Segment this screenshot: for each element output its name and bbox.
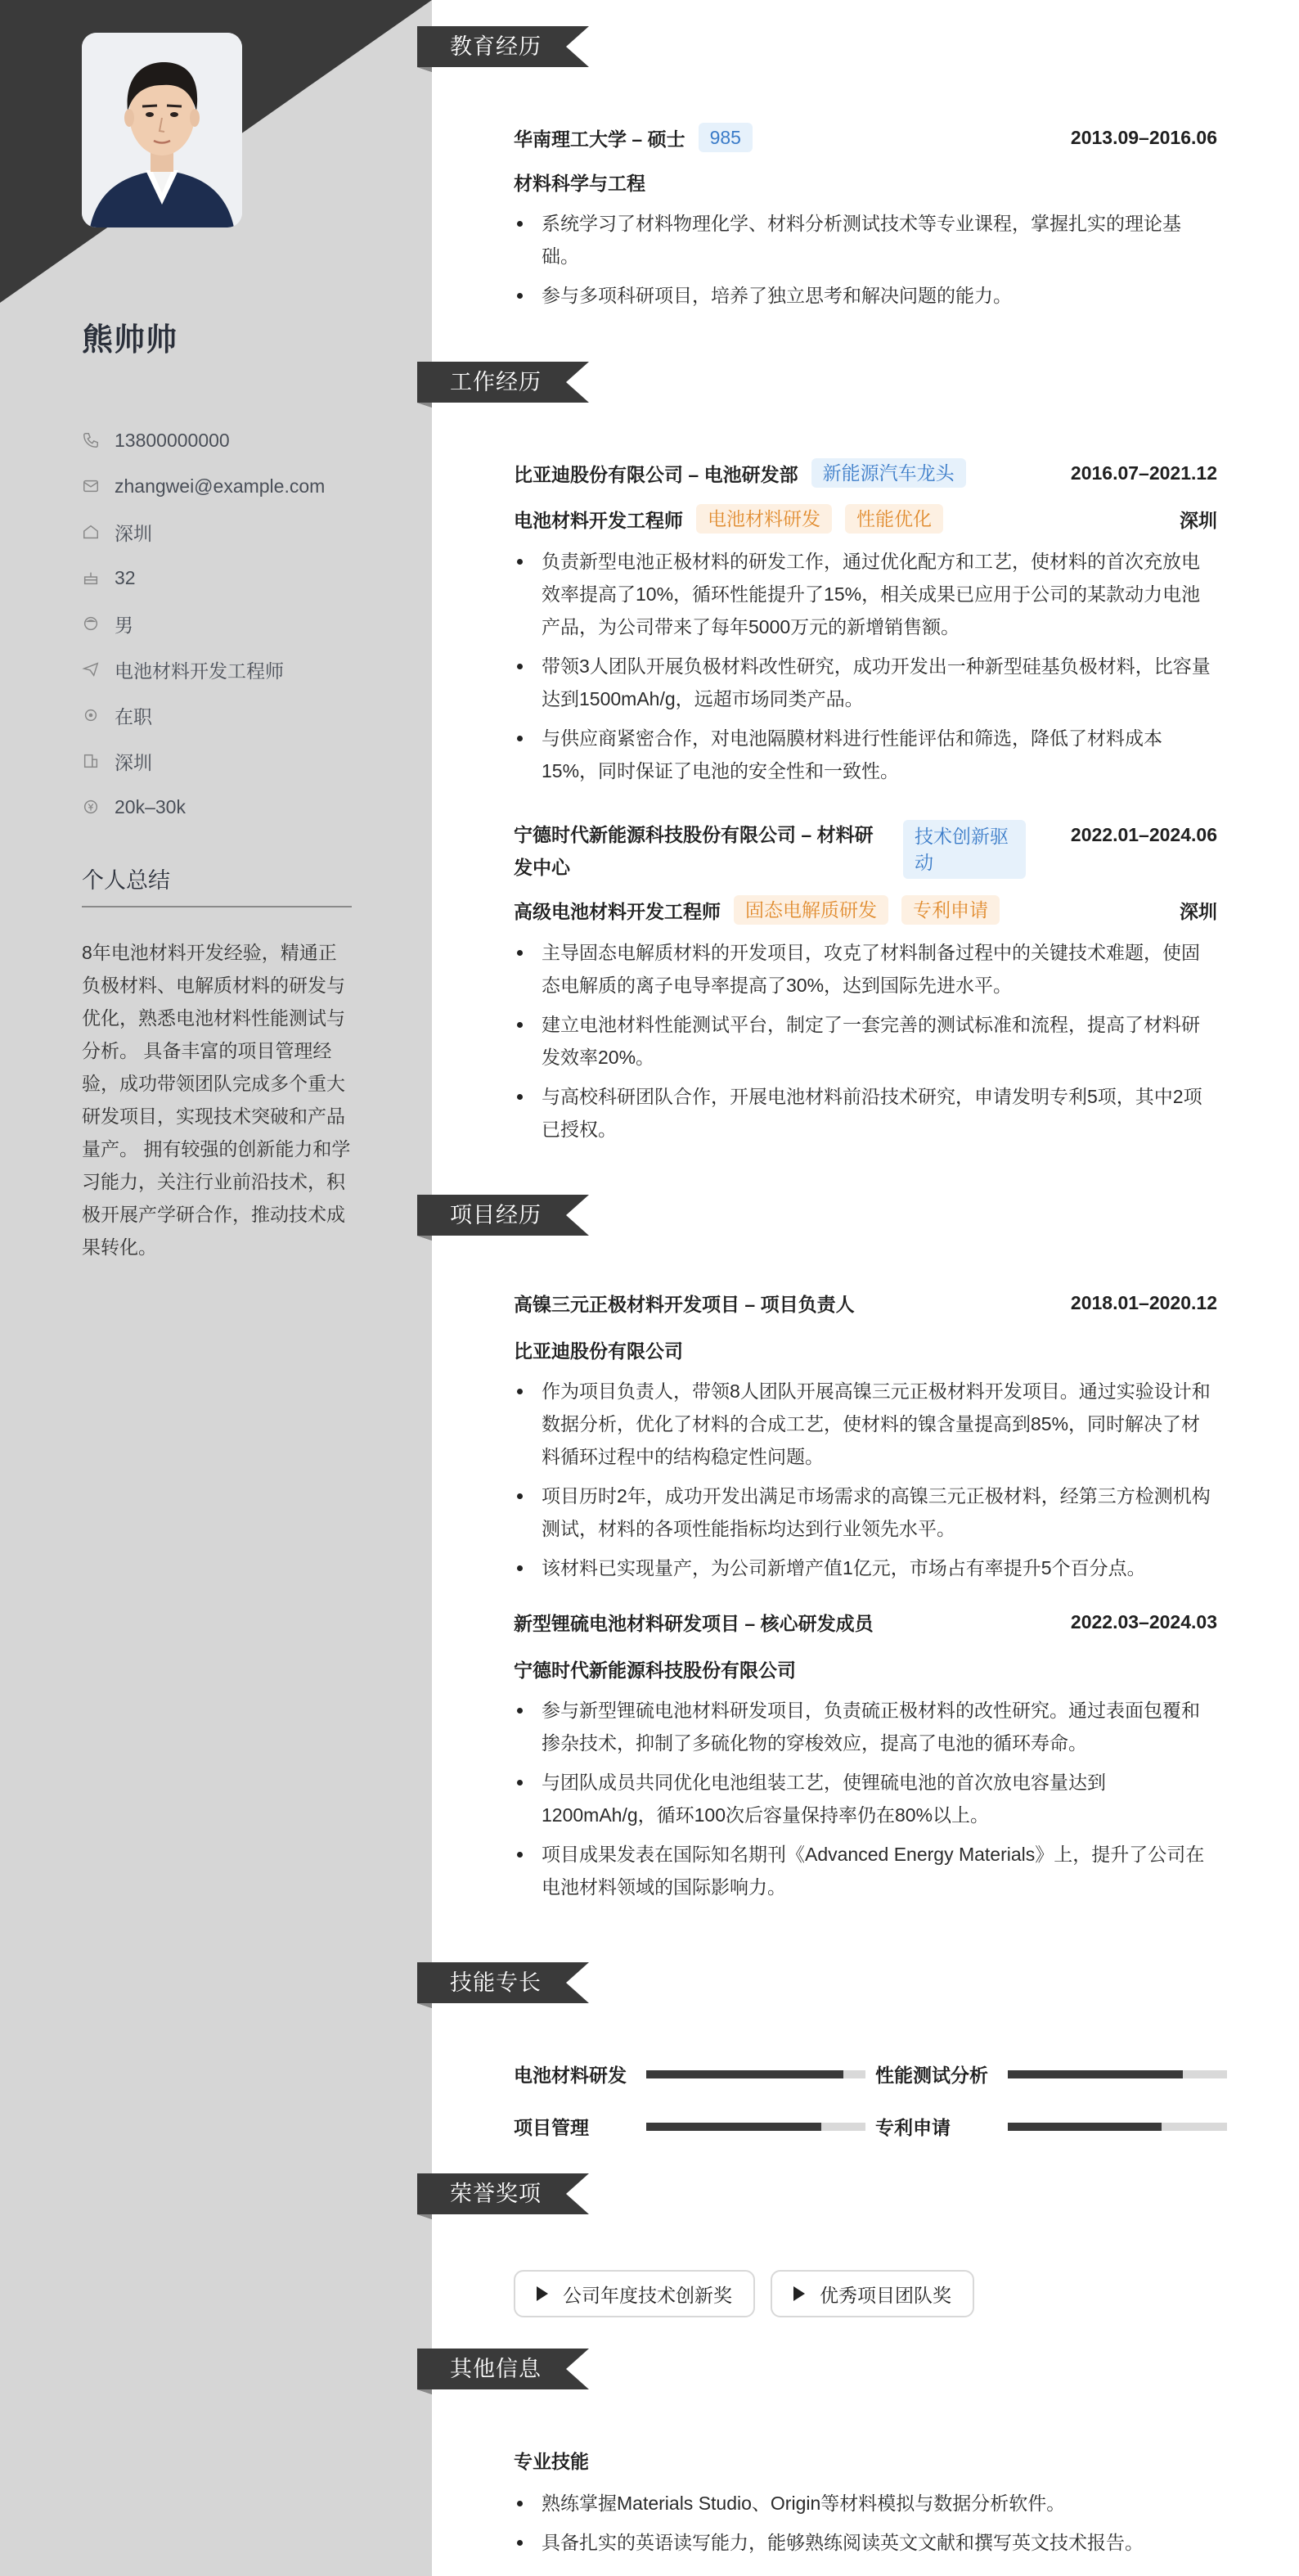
company-tag: 技术创新驱动 xyxy=(903,820,1026,879)
project-bullets xyxy=(514,1694,1217,1903)
work-bullets xyxy=(514,936,1217,1146)
section-header-honors: 荣誉奖项 xyxy=(417,2173,597,2219)
school-name: 华南理工大学 – 硕士 xyxy=(514,128,685,150)
play-triangle-icon xyxy=(537,2286,548,2301)
contact-home: 深圳 xyxy=(82,509,325,555)
company-name: 比亚迪股份有限公司 – 电池研发部 xyxy=(514,463,798,485)
contact-position: 电池材料开发工程师 xyxy=(82,646,325,692)
education-bullets xyxy=(514,207,1217,312)
work-bullets xyxy=(514,545,1217,787)
list-item: 项目成果发表在国际知名期刊《Advanced Energy Materials》上，提升了公司在电池材料领域的国际影响力。 xyxy=(514,1838,1217,1903)
list-item: 参与新型锂硫电池材料研发项目，负责硫正极材料的改性研究。通过表面包覆和掺杂技术，抑制了多硫化物的穿梭效应，提高了电池的循环寿命。 xyxy=(514,1694,1217,1759)
job-title: 电池材料开发工程师 xyxy=(514,509,683,531)
section-header-projects: 项目经历 xyxy=(417,1195,597,1241)
cake-icon xyxy=(82,569,100,587)
section-header-other: 其他信息 xyxy=(417,2349,597,2394)
list-item: 带领3人团队开展负极材料改性研究，成功开发出一种新型硅基负极材料，比容量达到1500mAh/g，远超市场同类产品。 xyxy=(514,650,1217,715)
work-city: 深圳 xyxy=(1180,900,1217,922)
project-entry xyxy=(514,1290,1217,1591)
project-title: 新型锂硫电池材料研发项目 – 核心研发成员 xyxy=(514,1613,874,1634)
contact-list xyxy=(82,417,325,830)
list-item: 建立电池材料性能测试平台，制定了一套完善的测试标准和流程，提高了材料研发效率20%。 xyxy=(514,1008,1217,1074)
role-tag: 性能优化 xyxy=(845,504,943,534)
work-date: 2016.07–2021.12 xyxy=(1070,462,1217,484)
role-tag: 电池材料研发 xyxy=(696,504,832,534)
candidate-name: 熊帅帅 xyxy=(82,323,178,358)
list-item: 系统学习了材料物理化学、材料分析测试技术等专业课程，掌握扎实的理论基础。 xyxy=(514,207,1217,272)
other-bullets xyxy=(514,2487,1217,2559)
list-item: 主导固态电解质材料的开发项目，攻克了材料制备过程中的关键技术难题，使固态电解质的离子电导率提高了30%，达到国际先进水平。 xyxy=(514,936,1217,1002)
skill-item: 电池材料研发 xyxy=(514,2060,865,2087)
list-item: 作为项目负责人，带领8人团队开展高镍三元正极材料开发项目。通过实验设计和数据分析，优化了材料的合成工艺，使材料的镍含量提高到85%，同时解决了材料循环过程中的结构稳定性问题。 xyxy=(514,1375,1217,1473)
list-item: 与团队成员共同优化电池组装工艺，使锂硫电池的首次放电容量达到1200mAh/g，循环100次后容量保持率仍在80%以上。 xyxy=(514,1766,1217,1831)
summary-title: 个人总结 xyxy=(82,862,352,907)
sidebar xyxy=(0,0,432,2576)
salary-icon xyxy=(82,798,100,816)
work-entry xyxy=(514,458,1217,794)
section-header-work: 工作经历 xyxy=(417,362,597,408)
paper-plane-icon xyxy=(82,660,100,678)
avatar xyxy=(82,33,242,227)
contact-email: zhangwei@example.com xyxy=(82,463,325,509)
status-icon xyxy=(82,706,100,724)
work-entry xyxy=(514,818,1217,1152)
summary-text: 8年电池材料开发经验，精通正负极材料、电解质材料的研发与优化，熟悉电池材料性能测试与分析。 具备丰富的项目管理经验，成功带领团队完成多个重大研发项目，实现技术突破和产品量产。 拥有较强的创新能力和学习能力，关注行业前沿技术，积极开展产学研合作，推动技术成果转化。 xyxy=(82,942,351,1258)
skill-bar xyxy=(646,2070,865,2078)
list-item: 参与多项科研项目，培养了独立思考和解决问题的能力。 xyxy=(514,279,1217,312)
list-item: 与供应商紧密合作，对电池隔膜材料进行性能评估和筛选，降低了材料成本15%，同时保证了电池的安全性和一致性。 xyxy=(514,722,1217,787)
skill-item: 项目管理 xyxy=(514,2113,865,2140)
work-date: 2022.01–2024.06 xyxy=(1070,824,1217,845)
role-tag: 固态电解质研发 xyxy=(734,895,888,925)
contact-location: 深圳 xyxy=(82,738,325,784)
award-badge: 公司年度技术创新奖 xyxy=(514,2270,755,2317)
project-bullets xyxy=(514,1375,1217,1584)
contact-age: 32 xyxy=(82,555,325,601)
skill-item: 专利申请 xyxy=(875,2113,1227,2140)
job-title: 高级电池材料开发工程师 xyxy=(514,900,721,922)
gender-icon xyxy=(82,615,100,633)
education-entry xyxy=(514,123,1217,318)
skill-bar-fill xyxy=(646,2123,821,2131)
skill-bar-fill xyxy=(1008,2070,1183,2078)
major: 材料科学与工程 xyxy=(514,173,645,194)
list-item: 与高校科研团队合作，开展电池材料前沿技术研究，申请发明专利5项，其中2项已授权。 xyxy=(514,1080,1217,1146)
phone-icon xyxy=(82,431,100,449)
section-header-education: 教育经历 xyxy=(417,26,597,72)
school-tag: 985 xyxy=(699,123,753,152)
skill-bar xyxy=(1008,2123,1227,2131)
list-item: 具备扎实的英语读写能力，能够熟练阅读英文文献和撰写英文技术报告。 xyxy=(514,2526,1217,2559)
contact-salary: 20k–30k xyxy=(82,784,325,830)
portrait-image xyxy=(82,33,242,227)
list-item: 熟练掌握Materials Studio、Origin等材料模拟与数据分析软件。 xyxy=(514,2487,1217,2520)
other-info xyxy=(514,2447,1217,2565)
contact-status: 在职 xyxy=(82,692,325,738)
contact-gender: 男 xyxy=(82,601,325,646)
skill-bar-fill xyxy=(1008,2123,1162,2131)
skill-bar xyxy=(1008,2070,1227,2078)
list-item: 项目历时2年，成功开发出满足市场需求的高镍三元正极材料，经第三方检测机构测试，材料的各项性能指标均达到行业领先水平。 xyxy=(514,1479,1217,1545)
contact-phone: 13800000000 xyxy=(82,417,325,463)
list-item: 该材料已实现量产，为公司新增产值1亿元，市场占有率提升5个百分点。 xyxy=(514,1551,1217,1584)
project-entry xyxy=(514,1609,1217,1910)
role-tag: 专利申请 xyxy=(901,895,1000,925)
skill-bar-fill xyxy=(646,2070,843,2078)
other-title: 专业技能 xyxy=(514,2451,589,2472)
project-org: 宁德时代新能源科技股份有限公司 xyxy=(514,1660,796,1681)
skill-bar xyxy=(646,2123,865,2131)
project-date: 2018.01–2020.12 xyxy=(1070,1292,1217,1313)
work-city: 深圳 xyxy=(1180,509,1217,531)
list-item: 负责新型电池正极材料的研发工作，通过优化配方和工艺，使材料的首次充放电效率提高了10%，循环性能提升了15%，相关成果已应用于公司的某款动力电池产品，为公司带来了每年5000万元的新增销售额。 xyxy=(514,545,1217,643)
company-name: 宁德时代新能源科技股份有限公司 – 材料研发中心 xyxy=(514,824,874,878)
skill-item: 性能测试分析 xyxy=(875,2060,1227,2087)
project-title: 高镍三元正极材料开发项目 – 项目负责人 xyxy=(514,1294,855,1315)
building-icon xyxy=(82,752,100,770)
section-header-skills: 技能专长 xyxy=(417,1962,597,2008)
mail-icon xyxy=(82,477,100,495)
home-icon xyxy=(82,523,100,541)
project-date: 2022.03–2024.03 xyxy=(1070,1611,1217,1633)
project-org: 比亚迪股份有限公司 xyxy=(514,1340,683,1362)
company-tag: 新能源汽车龙头 xyxy=(811,458,966,488)
education-date: 2013.09–2016.06 xyxy=(1070,126,1217,148)
award-badge: 优秀项目团队奖 xyxy=(771,2270,974,2317)
play-triangle-icon xyxy=(793,2286,805,2301)
